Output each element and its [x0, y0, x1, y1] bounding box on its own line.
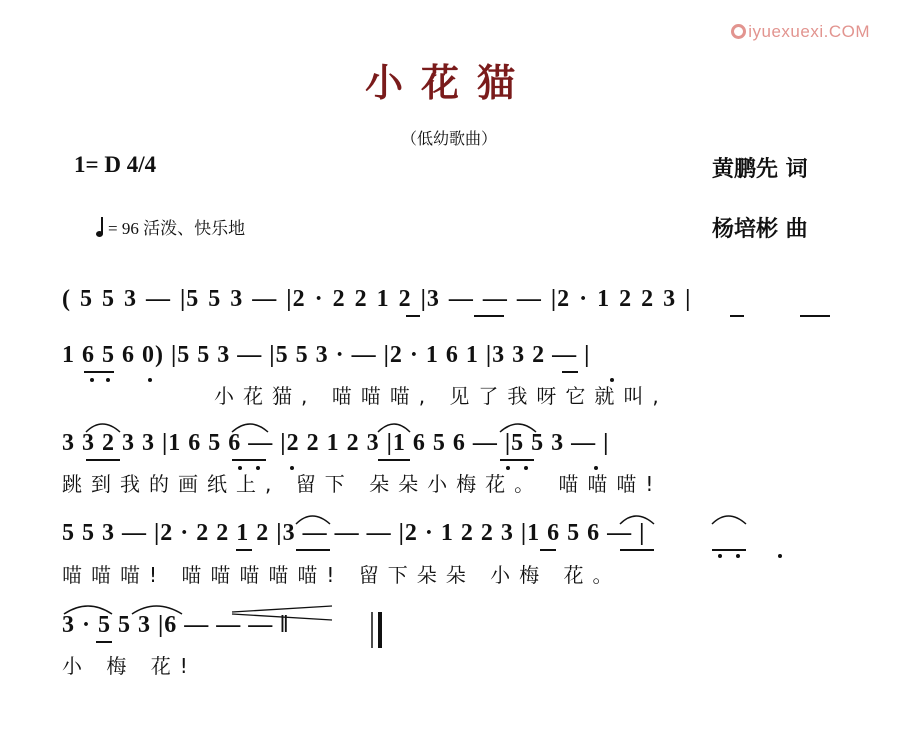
octave-dot: [238, 466, 242, 470]
score-line-5-notes: 3 · 5 5 3 |6 — — — ‖: [62, 612, 290, 638]
lyricist-credit: 黄鹏先 词: [712, 157, 808, 182]
score-line-2-notes: 1 6 5 6 0) |5 5 3 — |5 5 3 · — |2 · 1 6 1 |3 3 2 — |: [62, 342, 591, 368]
diminuendo-hairpin: [232, 614, 332, 620]
slur-mark: [232, 424, 268, 432]
octave-dot: [506, 466, 510, 470]
score-line-5-lyrics: 小 梅 花!: [62, 654, 197, 678]
song-subtitle: （低幼歌曲）: [400, 129, 497, 148]
slur-mark: [620, 516, 654, 524]
octave-dot: [106, 378, 110, 382]
tempo-text: = 96 活泼、快乐地: [108, 219, 246, 238]
song-title: 小花猫: [364, 61, 533, 105]
octave-dot: [90, 378, 94, 382]
octave-dot: [524, 466, 528, 470]
score-line-3-notes: 3 3 2 3 3 |1 6 5 6 — |2 2 1 2 3 |1 6 5 6 — |5 5 3 — |: [62, 430, 610, 456]
slur-mark: [64, 606, 112, 614]
slur-mark: [500, 424, 536, 432]
slur-mark: [296, 516, 330, 524]
octave-dot: [736, 554, 740, 558]
octave-dot: [778, 554, 782, 558]
score-line-3-lyrics: 跳到我的画纸上, 留下 朵朵小梅花。 喵喵喵!: [62, 472, 663, 496]
slur-mark: [132, 606, 182, 614]
octave-dot: [718, 554, 722, 558]
slur-mark: [378, 424, 410, 432]
score-line-4-lyrics: 喵喵喵! 喵喵喵喵喵! 留下朵朵 小梅 花。: [62, 563, 622, 587]
key-signature: 1= D 4/4: [74, 152, 157, 177]
composer-credit: 杨培彬 曲: [712, 217, 808, 242]
watermark-text: iyuexuexi.COM: [748, 22, 870, 41]
octave-dot: [594, 466, 598, 470]
score-line-2-lyrics: 小花猫, 喵喵喵, 见了我呀它就叫,: [214, 384, 668, 408]
slur-mark: [86, 424, 120, 432]
octave-dot: [290, 466, 294, 470]
octave-dot: [148, 378, 152, 382]
score-line-1-notes: ( 5 5 3 — |5 5 3 — |2 · 2 2 1 2 |3 — — — |2 · 1 2 2 3 |: [62, 286, 692, 312]
octave-dot: [256, 466, 260, 470]
diminuendo-hairpin: [232, 606, 332, 612]
slur-mark: [712, 516, 746, 524]
octave-dot: [610, 378, 614, 382]
score-line-4-notes: 5 5 3 — |2 · 2 2 1 2 |3 — — — |2 · 1 2 2 3 |1 6 5 6 — |: [62, 520, 646, 546]
